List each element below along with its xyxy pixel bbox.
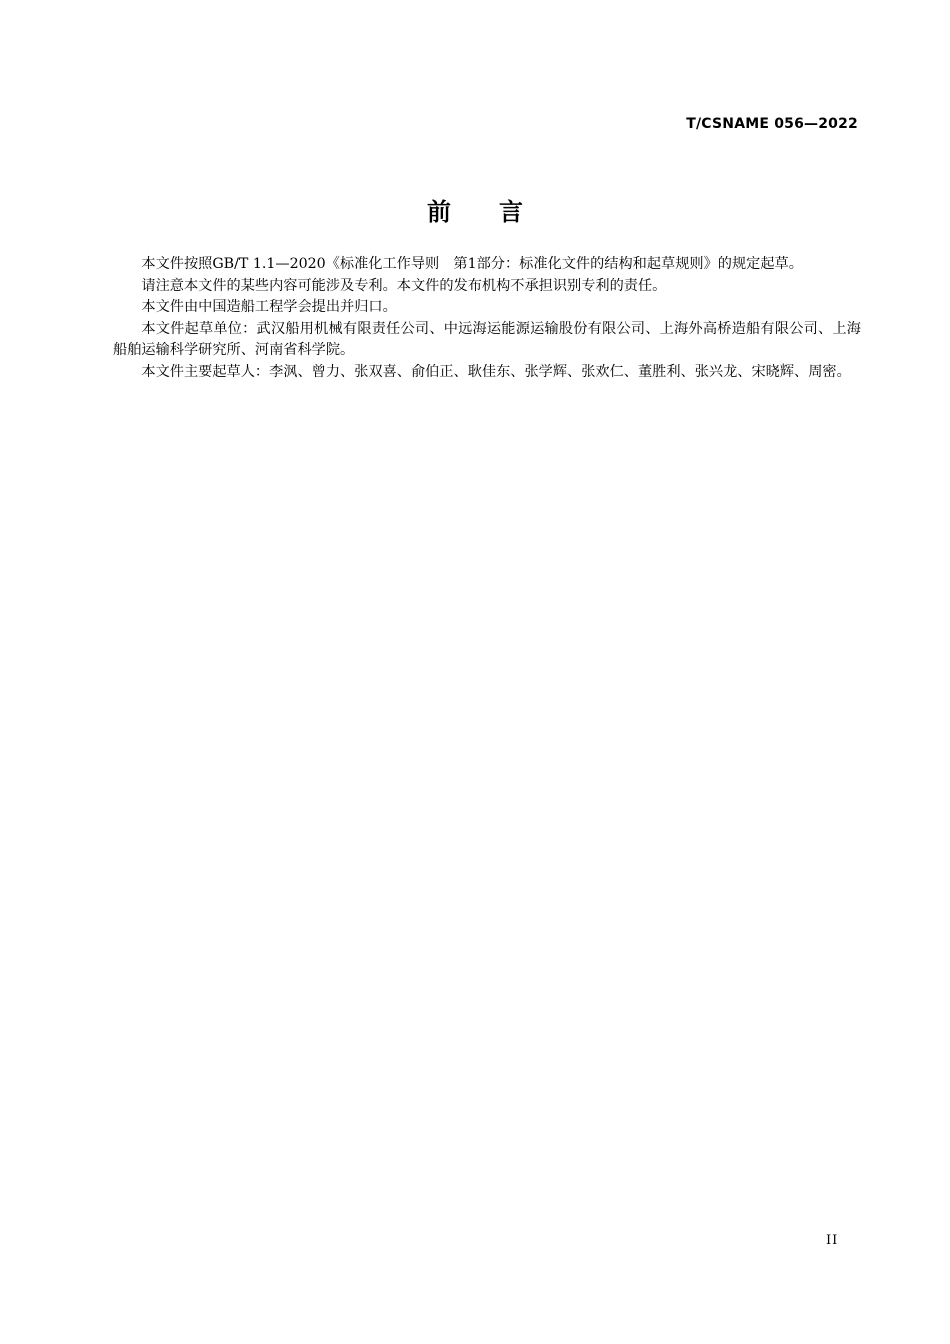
foreword-body <box>113 254 861 383</box>
page-number: II <box>826 1233 839 1248</box>
paragraph-drafting-rules: 本文件按照GB/T 1.1—2020《标准化工作导则 第1部分：标准化文件的结构和起草规则》的规定起草。 <box>141 256 803 272</box>
paragraph-drafting-units: 本文件起草单位：武汉船用机械有限责任公司、中远海运能源运输股份有限公司、上海外高桥造船有限公司、上海船舶运输科学研究所、河南省科学院。 <box>113 320 861 358</box>
section-title: 前 言 <box>427 198 523 226</box>
paragraph-drafters: 本文件主要起草人：李沨、曾力、张双喜、俞伯正、耿佳东、张学辉、张欢仁、董胜利、张兴龙、宋晓辉、周密。 <box>141 363 851 380</box>
standard-code: T/CSNAME 056—2022 <box>686 116 858 132</box>
paragraph-patent-notice: 请注意本文件的某些内容可能涉及专利。本文件的发布机构不承担识别专利的责任。 <box>141 277 667 294</box>
paragraph-proposer: 本文件由中国造船工程学会提出并归口。 <box>141 299 397 315</box>
